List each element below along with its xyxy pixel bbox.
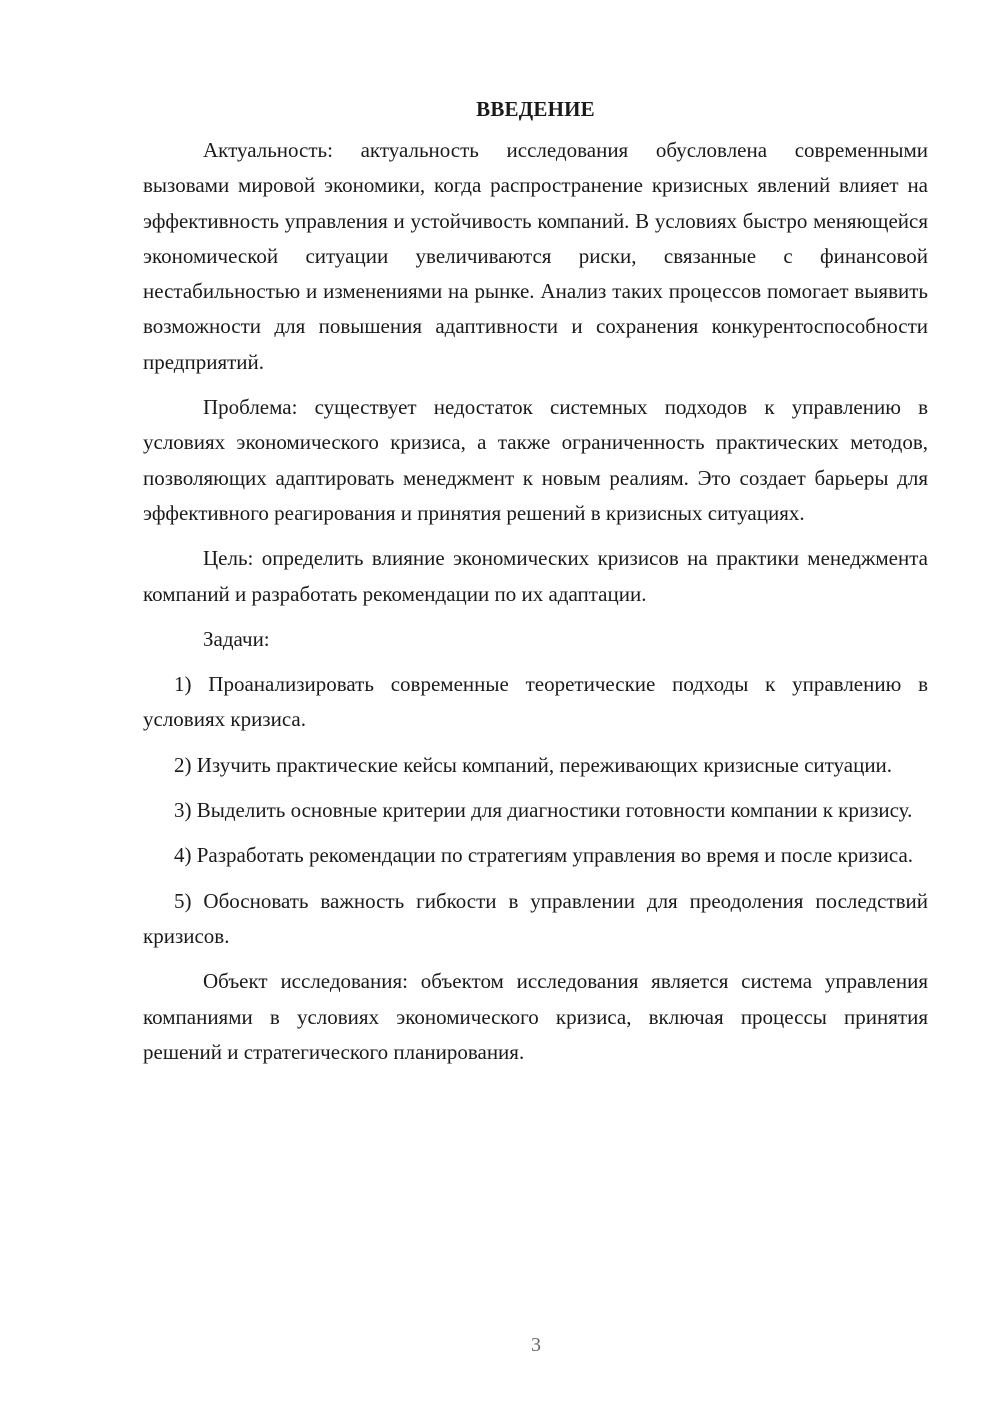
tasks-label: Задачи: — [203, 626, 270, 651]
page-number: 3 — [531, 1334, 541, 1356]
relevance-paragraph: Актуальность: актуальность исследования обусловлена современными вызовами мировой экономики, когда распространение кризисных явлений влияет на эффективность управления и устойчивость компаний. В условиях быстро меняющейся экономической ситуации увеличиваются риски, связанные с финансовой нестабильностью и изменениями на рынке. Анализ таких процессов помогает выявить возможности для повышения адаптивности и сохранения конкурентоспособности предприятий. — [143, 138, 928, 374]
task-item-4: 4) Разработать рекомендации по стратегиям управления во время и после кризиса. — [174, 843, 914, 868]
task-item-2: 2) Изучить практические кейсы компаний, переживающих кризисные ситуации. — [174, 752, 893, 777]
task-item-3: 3) Выделить основные критерии для диагностики готовности компании к кризису. — [174, 798, 913, 823]
task-item-1: 1) Проанализировать современные теоретические подходы к управлению в условиях кризиса. — [143, 672, 928, 732]
goal-paragraph: Цель: определить влияние экономических кризисов на практики менеджмента компаний и разработать рекомендации по их адаптации. — [143, 546, 928, 606]
task-item-5: 5) Обосновать важность гибкости в управлении для преодоления последствий кризисов. — [143, 888, 928, 948]
section-heading: ВВЕДЕНИЕ — [476, 97, 595, 121]
object-paragraph: Объект исследования: объектом исследования является система управления компаниями в условиях экономического кризиса, включая процессы принятия решений и стратегического планирования. — [143, 969, 928, 1064]
document-page — [143, 92, 928, 1080]
problem-paragraph: Проблема: существует недостаток системных подходов к управлению в условиях экономического кризиса, а также ограниченность практических методов, позволяющих адаптировать менеджмент к новым реалиям. Это создает барьеры для эффективного реагирования и принятия решений в кризисных ситуациях. — [143, 395, 928, 525]
